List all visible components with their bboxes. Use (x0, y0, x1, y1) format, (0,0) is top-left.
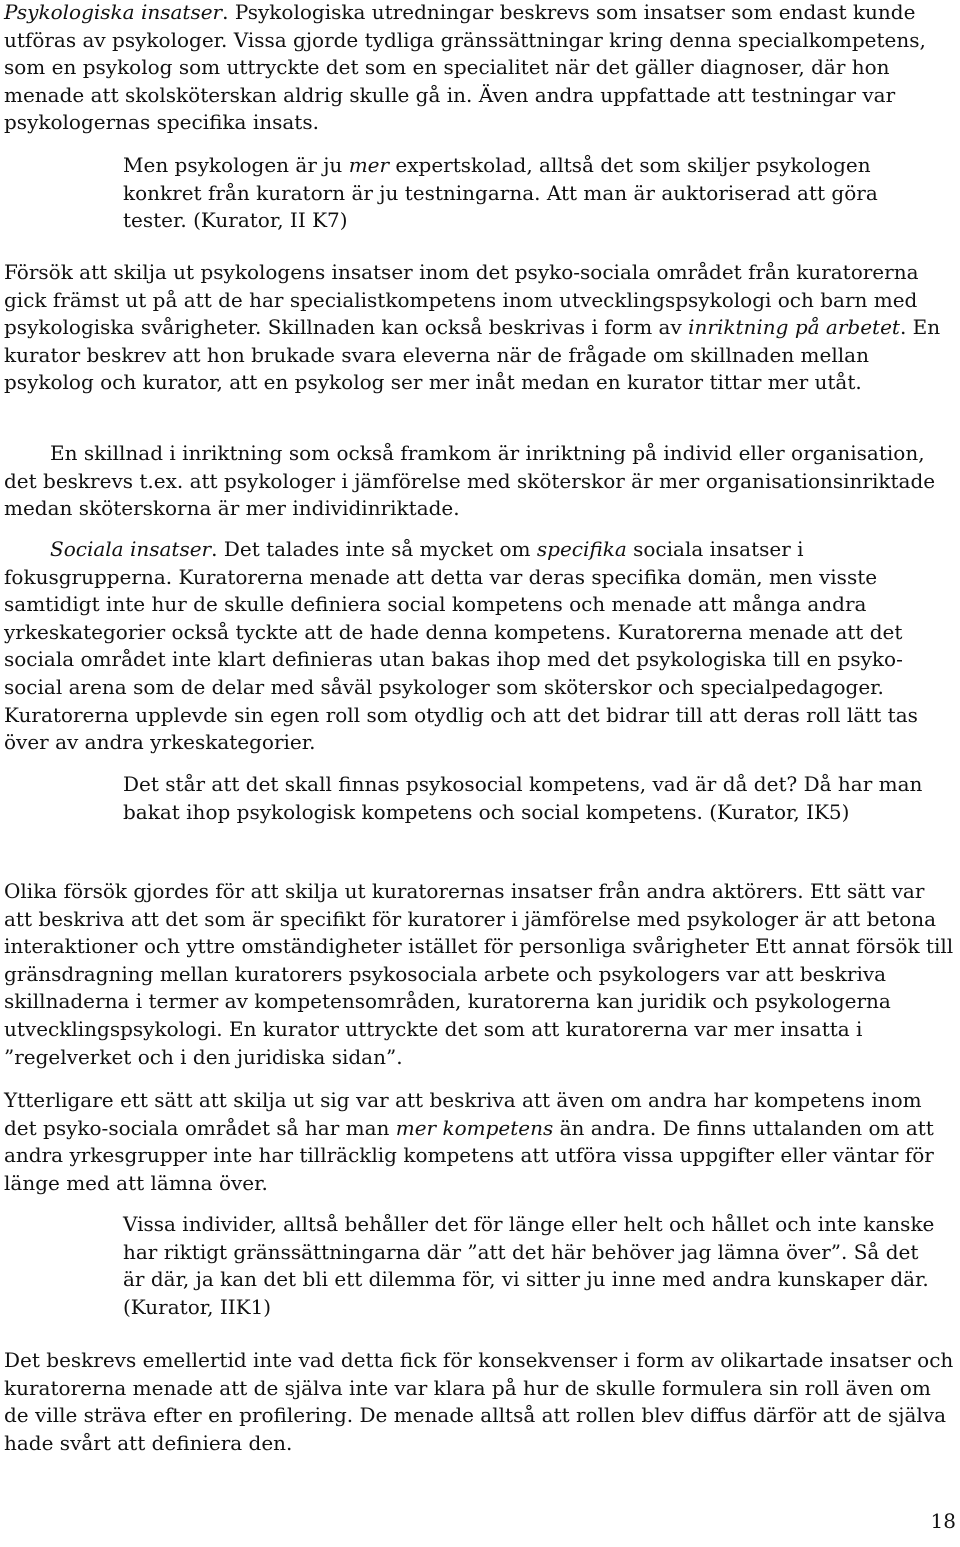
text-run: Men psykologen är ju (123, 153, 349, 177)
quote-kurator-ik5 (123, 771, 945, 826)
quote-kurator-ii-k7 (123, 152, 945, 235)
paragraph-forsok-skilja-psykologens-insatser (4, 259, 956, 397)
text-run: Det står att det skall finnas psykosocial kompetens, vad är då det? Då har man bakat ihop psykologisk kompetens och social kompetens. (Kurator, IK5) (123, 772, 923, 824)
italic-text-run: specifika (536, 537, 627, 561)
text-run: Det beskrevs emellertid inte vad detta fick för konsekvenser i form av olikartade insatser och kuratorerna menade att de själva inte var klara på hur de skulle formulera sin roll även om de ville sträva efter en profilering. De menade alltså att rollen blev diffus därför att de själva hade svårt att definiera den. (4, 1348, 954, 1455)
italic-text-run: inriktning på arbetet (688, 315, 900, 340)
italic-text-run: Psykologiska insatser (4, 0, 223, 24)
italic-text-run: Sociala insatser (50, 537, 212, 561)
paragraph-ytterligare-ett-satt (4, 1087, 956, 1197)
text-run: sociala insatser i fokusgrupperna. Kuratorerna menade att detta var deras specifika domän, men visste samtidigt inte hur de skulle definiera social kompetens och menade att många andra yrkeskategorier också tyckte att de hade denna kompetens. Kuratorerna menade att det sociala området inte klart definieras utan bakas ihop med det psykologiska till en psyko-social arena som de delar med såväl psykologer som sköterskor och specialpedagoger. Kuratorerna upplevde sin egen roll som otydlig och att det bidrar till att deras roll lätt tas över av andra yrkeskategorier. (4, 537, 918, 755)
paragraph-skillnad-inriktning (4, 440, 956, 523)
text-run: än andra. De finns uttalanden om att andra yrkesgrupper inte har tillräcklig kompetens att utföra vissa uppgifter eller väntar för länge med att lämna över. (4, 1115, 934, 1195)
text-run: . Psykologiska utredningar beskrevs som insatser som endast kunde utföras av psykologer. Vissa gjorde tydliga gränssättningar kring denna specialkompetens, som en psykolog som uttryckte det som en specialitet när det gäller diagnoser, där hon menade att skolsköterskan aldrig skulle gå in. Även andra uppfattade att testningar var psykologernas specifika insats. (4, 0, 926, 135)
text-run: Olika försök gjordes för att skilja ut kuratorernas insatser från andra aktörers. Ett sätt var att beskriva att det som är specifikt för kuratorer i jämförelse med psykologer är att betona interaktioner och yttre omständigheter istället för personliga svårigheter Ett annat försök till gränsdragning mellan kuratorers psykosociala arbete och psykologers var att beskriva skillnaderna i termer av kompetensområden, kuratorerna kan juridik och psykologerna utvecklingspsykologi. En kurator uttryckte det som att kuratorerna var mer insatta i ”regelverket och i den juridiska sidan”. (4, 879, 954, 1069)
text-run: Vissa individer, alltså behåller det för länge eller helt och hållet och inte kanske har riktigt gränssättningarna där ”att det här behöver jag lämna över”. Så det är där, ja kan det bli ett dilemma för, vi sitter ju inne med andra kunskaper där. (Kurator, IIK1) (123, 1212, 935, 1319)
text-run: En skillnad i inriktning som också framkom är inriktning på individ eller organisation, det beskrevs t.ex. att psykologer i jämförelse med sköterskor är mer organisationsinriktade medan sköterskorna är mer individinriktade. (4, 441, 936, 521)
paragraph-sociala-insatser (4, 536, 956, 757)
italic-text-run: mer (348, 153, 390, 177)
quote-kurator-iik1 (123, 1211, 945, 1321)
text-run: . En kurator beskrev att hon brukade svara eleverna när de frågade om skillnaden mellan psykolog och kurator, att en psykolog ser mer inåt medan en kurator tittar mer utåt. (4, 315, 941, 395)
paragraph-det-beskrevs-emellertid (4, 1347, 956, 1457)
page-number: 18 (930, 1509, 956, 1533)
text-run: expertskolad, alltså det som skiljer psykologen konkret från kuratorn är ju testningarna. Att man är auktoriserad att göra tester. (Kurator, II K7) (123, 153, 878, 233)
text-run: . Det talades inte så mycket om (211, 537, 537, 561)
paragraph-olika-forsok (4, 878, 956, 1071)
paragraph-psykologiska-insatser (4, 0, 956, 137)
italic-text-run: mer kompetens (395, 1115, 554, 1140)
text-run: Ytterligare ett sätt att skilja ut sig var att beskriva att även om andra har kompetens inom det psyko-sociala området så har man (4, 1088, 922, 1140)
text-run: Försök att skilja ut psykologens insatser inom det psyko-sociala området från kuratorerna gick främst ut på att de har specialistkompetens inom utvecklingspsykologi och barn med psykologiska svårigheter. Skillnaden kan också beskrivas i form av (4, 260, 919, 340)
